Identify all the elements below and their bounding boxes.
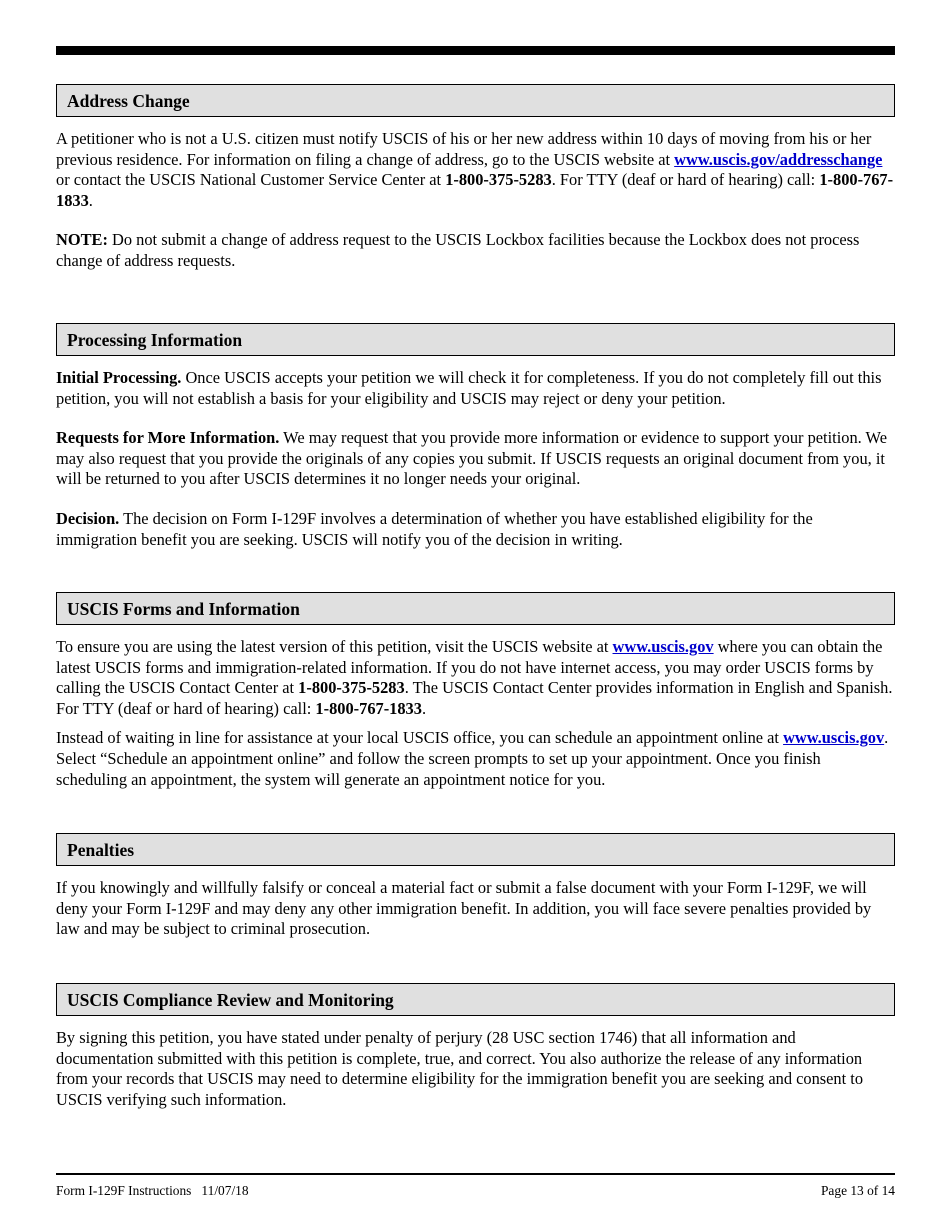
section-header-processing-information: Processing Information [56, 323, 895, 356]
tty-number: 1-800-767-1833 [56, 170, 894, 210]
penalties-paragraph: If you knowingly and willfully falsify or conceal a material fact or submit a false document with your Form I-129F, we will deny your Form I-129F and may deny any other immigration benefit. In addition, you will face severe penalties provided by law and may be subject to criminal prosecution. [56, 878, 872, 939]
requests-paragraph: Requests for More Information. We may request that you provide more information or evidence to support your petition. We may also request that you provide the originals of any copies you submit. If USCIS requests an original document from you, it will be returned to you after USCIS determines it no longer needs your original. [56, 428, 887, 489]
section-forms-information [56, 592, 895, 790]
section-header-penalties: Penalties [56, 833, 895, 866]
decision-paragraph: Decision. The decision on Form I-129F involves a determination of whether you have established eligibility for the immigration benefit you are seeking. USCIS will notify you of the decision in writing. [56, 508, 813, 549]
section-penalties [56, 833, 895, 940]
page-footer [56, 1182, 895, 1199]
tty-number: 1-800-767-1833 [315, 698, 422, 718]
section-header-forms-information: USCIS Forms and Information [56, 592, 895, 625]
phone-number: 1-800-375-5283 [298, 678, 405, 698]
compliance-paragraph: By signing this petition, you have stated under penalty of perjury (28 USC section 1746) that all information and documentation submitted with this petition is complete, true, and correct. You also authorize the release of any information from your records that USCIS may need to determine eligibility for the immigration benefit you are seeking and consent to USCIS verifying such information. [56, 1028, 864, 1109]
address-change-link[interactable]: www.uscis.gov/addresschange [674, 149, 883, 169]
section-processing-information [56, 323, 895, 550]
uscis-website-link[interactable]: www.uscis.gov [612, 637, 714, 656]
section-compliance [56, 983, 895, 1110]
forms-paragraph-2: Instead of waiting in line for assistance at your local USCIS office, you can schedule an appointment online at www.uscis.gov. Select “Schedule an appointment online” and follow the screen prompts to set up your appointment. Once you finish scheduling an appointment, the system will generate an appointment notice for you. [56, 728, 889, 789]
section-header-compliance: USCIS Compliance Review and Monitoring [56, 983, 895, 1016]
phone-number: 1-800-375-5283 [445, 170, 552, 190]
note-label: NOTE: [56, 230, 108, 250]
address-change-paragraph: A petitioner who is not a U.S. citizen must notify USCIS of his or her new address within 10 days of moving from his or her previous residence. For information on filing a change of address, go to the USCIS website at www.uscis.gov/addresschange or contact the USCIS National Customer Service Center at 1-800-375-5283. For TTY (deaf or hard of hearing) call: 1-800-767-1833. [56, 129, 894, 210]
initial-processing-paragraph: Initial Processing. Once USCIS accepts your petition we will check it for completeness. If you do not completely fill out this petition, you will not establish a basis for your eligibility and USCIS may reject or deny your petition. [56, 368, 882, 408]
bottom-rule [56, 1173, 895, 1175]
footer-form-id: Form I-129F Instructions 11/07/18 [56, 1183, 249, 1198]
note-paragraph: NOTE: Do not submit a change of address request to the USCIS Lockbox facilities because the Lockbox does not process change of address requests. [56, 230, 860, 270]
section-address-change [56, 84, 895, 272]
uscis-appointment-link[interactable]: www.uscis.gov [783, 728, 885, 748]
section-header-address-change: Address Change [56, 84, 895, 117]
forms-paragraph-1: To ensure you are using the latest version of this petition, visit the USCIS website at www.uscis.gov where you can obtain the latest USCIS forms and immigration-related information. If you do not have internet access, you may order USCIS forms by calling the USCIS Contact Center at 1-800-375-5283. The USCIS Contact Center provides information in English and Spanish. For TTY (deaf or hard of hearing) call: 1-800-767-1833. [56, 637, 893, 718]
footer-page-number: Page 13 of 14 [820, 1183, 895, 1198]
top-rule [56, 46, 895, 55]
